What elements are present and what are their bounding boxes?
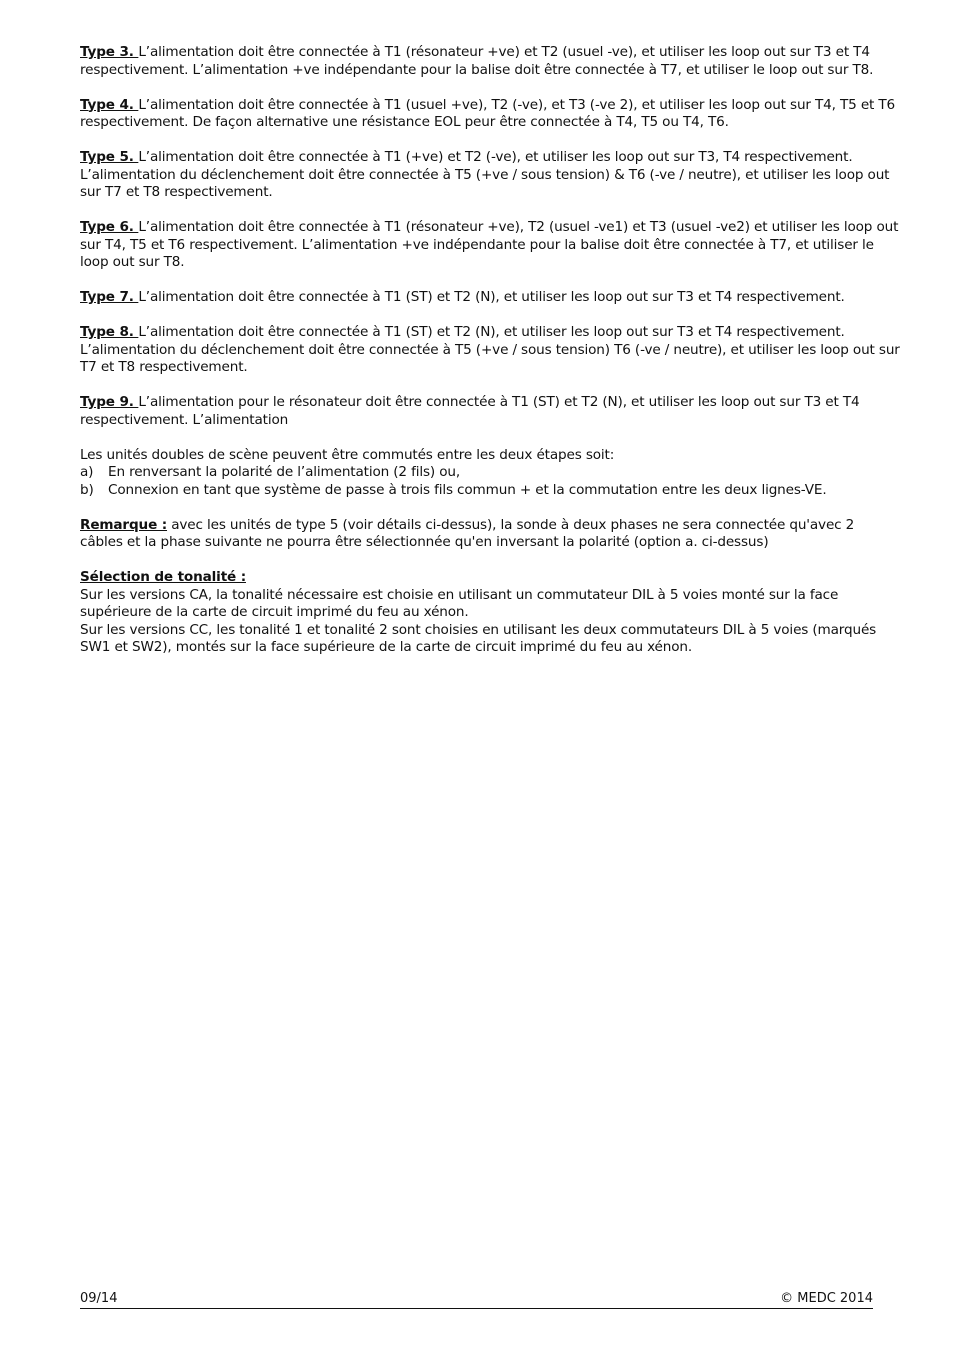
tone-selection-heading: Sélection de tonalité : [80,569,246,585]
type-4-paragraph [80,97,900,132]
type-4-label: Type 4. [80,96,139,113]
type-3-paragraph [80,44,900,79]
type-7-text: L’alimentation doit être connectée à T1 (ST) et T2 (N), et utiliser les loop out sur T3 et T4 respectivement. [138,289,845,305]
footer-date: 09/14 [80,1291,118,1306]
tone-cc-text: Sur les versions CC, les tonalité 1 et tonalité 2 sont choisies en utilisant les deux commutateurs DIL à 5 voies (marqués SW1 et SW2), montés sur la face supérieure de la carte de circuit imprimé du feu au xénon. [80,621,877,655]
list-item [80,482,900,500]
type-3-label: Type 3. [80,44,139,60]
tone-ca-text: Sur les versions CA, la tonalité nécessaire est choisie en utilisant un commutateur DIL à 5 voies monté sur la face supérieure de la carte de circuit imprimé du feu au xénon. [80,586,839,620]
type-6-paragraph [80,219,900,272]
dual-stage-section [80,447,900,500]
type-3-text: L’alimentation doit être connectée à T1 (résonateur +ve) et T2 (usuel -ve), et utiliser les loop out sur T3 et T4 respectivement. L’alimentation +ve indépendante pour la balise doit être connectée à T7, et utiliser le loop out sur T8. [80,44,874,78]
document-body [80,44,900,674]
type-5-label: Type 5. [80,149,139,165]
type-8-label: Type 8. [80,324,139,340]
list-marker: b) [80,481,94,498]
type-9-paragraph [80,394,900,429]
type-4-text: L’alimentation doit être connectée à T1 (usuel +ve), T2 (-ve), et T3 (-ve 2), et utiliser les loop out sur T4, T5 et T6 respectivement. De façon alternative une résistance EOL peur être connectée à T4, T5 ou T4, T6. [80,96,896,130]
type-5-text: L’alimentation doit être connectée à T1 (+ve) et T2 (-ve), et utiliser les loop out sur T3, T4 respectivement. L’alimentation du déclenchement doit être connectée à T5 (+ve / sous tension) & T6 (-ve / neutre), et utiliser les loop out sur T7 et T8 respectivement. [80,149,890,200]
type-7-paragraph [80,289,900,307]
dual-stage-intro: Les unités doubles de scène peuvent être commutés entre les deux étapes soit: [80,446,615,463]
type-6-label: Type 6. [80,219,139,235]
type-7-label: Type 7. [80,289,139,305]
remark-label: Remarque : [80,516,168,533]
type-9-label: Type 9. [80,394,139,410]
type-6-text: L’alimentation doit être connectée à T1 (résonateur +ve), T2 (usuel -ve1) et T3 (usuel -ve2) et utiliser les loop out sur T4, T5 et T6 respectivement. L’alimentation +ve indépendante pour la balise doit être connectée à T7, et utiliser le loop out sur T8. [80,219,899,270]
list-item-text: Connexion en tant que système de passe à trois fils commun + et la commutation entre les deux lignes-VE. [108,481,827,498]
remark-text: avec les unités de type 5 (voir détails ci-dessus), la sonde à deux phases ne sera connectée qu'avec 2 câbles et la phase suivante ne pourra être sélectionnée qu'en inversant la polarité (option a. ci-dessus) [80,516,855,550]
list-item-text: En renversant la polarité de l’alimentation (2 fils) ou, [108,464,461,480]
remark-paragraph [80,517,900,552]
list-marker: a) [80,464,94,480]
type-9-text: L’alimentation pour le résonateur doit être connectée à T1 (ST) et T2 (N), et utiliser les loop out sur T3 et T4 respectivement. L’alimentation [80,394,860,428]
type-8-paragraph [80,324,900,377]
page-footer [80,1291,873,1309]
footer-copyright: © MEDC 2014 [780,1291,873,1306]
list-item [80,464,900,482]
type-5-paragraph [80,149,900,202]
tone-selection-section [80,569,900,657]
type-8-text: L’alimentation doit être connectée à T1 (ST) et T2 (N), et utiliser les loop out sur T3 et T4 respectivement. L’alimentation du déclenchement doit être connectée à T5 (+ve / sous tension) T6 (-ve / neutre), et utiliser les loop out sur T7 et T8 respectivement. [80,324,900,375]
